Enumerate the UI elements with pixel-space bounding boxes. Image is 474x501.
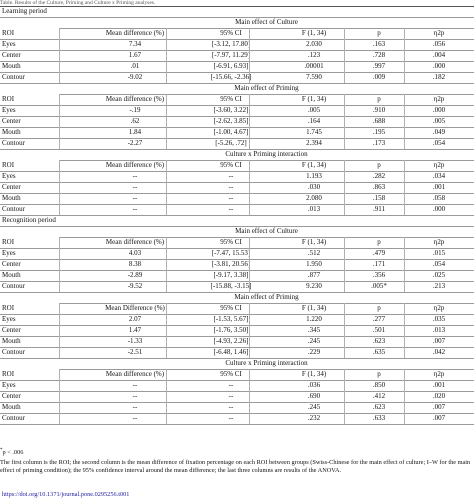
cell-f-value: .232 bbox=[307, 414, 321, 422]
cell-ci: [-6.48, 1.46] bbox=[213, 348, 249, 356]
header-ci: 95% CI bbox=[220, 238, 242, 246]
cell-ci: [-3.12, 17.80] bbox=[211, 40, 251, 48]
block-title: Main effect of Priming bbox=[234, 293, 299, 301]
cell-p-value: .501 bbox=[372, 326, 386, 334]
table-row bbox=[0, 347, 474, 358]
table-header-row bbox=[0, 94, 474, 105]
cell-p-value: .633 bbox=[372, 414, 386, 422]
cell-p-value: .850 bbox=[372, 381, 386, 389]
cell-roi: Center bbox=[2, 183, 21, 191]
header-mean-difference: Mean difference (%) bbox=[105, 370, 165, 378]
cell-roi: Mouth bbox=[2, 128, 21, 136]
block-title-row bbox=[0, 83, 474, 94]
cell-ci: [-1.76, 3.50] bbox=[213, 326, 249, 334]
table-row bbox=[0, 259, 474, 270]
header-p-value: p bbox=[377, 370, 381, 378]
column-divider bbox=[166, 237, 167, 292]
cell-eta-squared: .182 bbox=[432, 73, 446, 81]
column-divider bbox=[59, 94, 60, 149]
cell-f-value: 1.745 bbox=[306, 128, 322, 136]
block-title: Main effect of Culture bbox=[235, 227, 298, 235]
column-divider bbox=[249, 160, 250, 215]
period-label: Learning period bbox=[2, 7, 47, 15]
table-header-row bbox=[0, 303, 474, 314]
cell-eta-squared: .007 bbox=[432, 414, 446, 422]
cell-eta-squared: .015 bbox=[432, 249, 446, 257]
header-f-value: F (1, 34) bbox=[301, 29, 327, 37]
cell-mean-difference: 1.67 bbox=[128, 51, 142, 59]
cell-p-value: .911 bbox=[373, 205, 385, 213]
column-divider bbox=[344, 237, 345, 292]
cell-f-value: 2.030 bbox=[306, 40, 322, 48]
block-title: Culture x Priming interaction bbox=[225, 359, 308, 367]
column-divider bbox=[166, 303, 167, 358]
header-roi: ROI bbox=[2, 161, 15, 169]
table-row bbox=[0, 193, 474, 204]
column-divider bbox=[404, 160, 405, 215]
cell-p-value: .158 bbox=[372, 194, 386, 202]
cell-mean-difference: 7.34 bbox=[128, 40, 142, 48]
header-roi: ROI bbox=[2, 370, 15, 378]
cell-p-value: .282 bbox=[372, 172, 386, 180]
table-row bbox=[0, 391, 474, 402]
cell-mean-difference: 2.07 bbox=[128, 315, 142, 323]
header-eta-squared: η2p bbox=[433, 95, 445, 103]
cell-f-value: .345 bbox=[307, 326, 321, 334]
cell-f-value: .164 bbox=[307, 117, 321, 125]
cell-f-value: .013 bbox=[307, 205, 321, 213]
cell-ci: -- bbox=[228, 381, 234, 389]
cell-f-value: 1.193 bbox=[306, 172, 322, 180]
cell-p-value: .171 bbox=[372, 260, 386, 268]
header-roi: ROI bbox=[2, 95, 15, 103]
cell-roi: Center bbox=[2, 117, 21, 125]
cell-ci: [-1.00, 4.67] bbox=[213, 128, 249, 136]
cell-roi: Eyes bbox=[2, 106, 16, 114]
cell-p-value: .635 bbox=[372, 348, 386, 356]
cell-ci: [-15.66, -2.36] bbox=[210, 73, 252, 81]
cell-p-value: .623 bbox=[372, 403, 386, 411]
cell-roi: Eyes bbox=[2, 381, 16, 389]
cell-roi: Mouth bbox=[2, 62, 21, 70]
table-row bbox=[0, 402, 474, 413]
header-roi: ROI bbox=[2, 29, 15, 37]
cell-eta-squared: .007 bbox=[432, 403, 446, 411]
cell-eta-squared: .013 bbox=[432, 326, 446, 334]
cell-roi: Contour bbox=[2, 348, 25, 356]
cell-ci: -- bbox=[228, 172, 234, 180]
column-divider bbox=[344, 303, 345, 358]
table-row bbox=[0, 204, 474, 215]
cell-eta-squared: .001 bbox=[432, 381, 446, 389]
cell-eta-squared: .035 bbox=[432, 315, 446, 323]
cell-mean-difference: -2.27 bbox=[127, 139, 143, 147]
footnote-significance: *p < .006 bbox=[0, 448, 24, 457]
cell-ci: -- bbox=[228, 183, 234, 191]
table-row bbox=[0, 116, 474, 127]
header-p-value: p bbox=[377, 95, 381, 103]
column-divider bbox=[166, 369, 167, 424]
column-divider bbox=[59, 303, 60, 358]
header-ci: 95% CI bbox=[220, 304, 242, 312]
cell-f-value: .036 bbox=[307, 381, 321, 389]
period-row bbox=[0, 215, 474, 226]
cell-ci: -- bbox=[228, 403, 234, 411]
header-eta-squared: η2p bbox=[433, 238, 445, 246]
cell-eta-squared: .034 bbox=[432, 172, 446, 180]
period-row bbox=[0, 6, 474, 17]
table-row bbox=[0, 50, 474, 61]
cell-f-value: .512 bbox=[307, 249, 321, 257]
cell-eta-squared: .049 bbox=[432, 128, 446, 136]
cell-f-value: .00001 bbox=[304, 62, 324, 70]
cell-ci: -- bbox=[228, 205, 234, 213]
cell-mean-difference: -.19 bbox=[129, 106, 141, 114]
table-row bbox=[0, 182, 474, 193]
cell-f-value: 1.220 bbox=[306, 315, 322, 323]
table-row bbox=[0, 61, 474, 72]
cell-f-value: .123 bbox=[307, 51, 321, 59]
cell-p-value: .997 bbox=[372, 62, 386, 70]
table-header-row bbox=[0, 28, 474, 39]
header-mean-difference: Mean Difference (%) bbox=[105, 304, 165, 312]
cell-mean-difference: -2.89 bbox=[127, 271, 143, 279]
cell-f-value: .690 bbox=[307, 392, 321, 400]
cell-mean-difference: .01 bbox=[130, 62, 140, 70]
table-row bbox=[0, 325, 474, 336]
header-f-value: F (1, 34) bbox=[301, 304, 327, 312]
cell-p-value: .412 bbox=[372, 392, 386, 400]
column-divider bbox=[404, 28, 405, 83]
block-title-row bbox=[0, 149, 474, 160]
cell-f-value: .229 bbox=[307, 348, 321, 356]
header-f-value: F (1, 34) bbox=[301, 95, 327, 103]
cell-ci: [-1.53, 5.67] bbox=[213, 315, 249, 323]
cell-eta-squared: .054 bbox=[432, 139, 446, 147]
cell-p-value: .195 bbox=[372, 128, 386, 136]
header-p-value: p bbox=[377, 238, 381, 246]
row-divider bbox=[0, 424, 474, 425]
cell-mean-difference: -9.02 bbox=[127, 73, 143, 81]
cell-p-value: .005* bbox=[371, 282, 387, 290]
cell-ci: -- bbox=[228, 392, 234, 400]
cell-roi: Eyes bbox=[2, 249, 16, 257]
table-row bbox=[0, 270, 474, 281]
cell-p-value: .356 bbox=[372, 271, 386, 279]
cell-eta-squared: .000 bbox=[432, 62, 446, 70]
cell-p-value: .863 bbox=[372, 183, 386, 191]
cell-mean-difference: -- bbox=[132, 194, 138, 202]
cell-mean-difference: .62 bbox=[130, 117, 140, 125]
cell-f-value: .005 bbox=[307, 106, 321, 114]
table-row bbox=[0, 281, 474, 292]
cell-mean-difference: 1.47 bbox=[128, 326, 142, 334]
cell-f-value: 7.590 bbox=[306, 73, 322, 81]
cell-roi: Mouth bbox=[2, 403, 21, 411]
column-divider bbox=[344, 160, 345, 215]
table-row bbox=[0, 314, 474, 325]
header-ci: 95% CI bbox=[220, 29, 242, 37]
header-eta-squared: η2p bbox=[433, 370, 445, 378]
column-divider bbox=[249, 303, 250, 358]
block-title-row bbox=[0, 358, 474, 369]
cell-f-value: 2.080 bbox=[306, 194, 322, 202]
header-ci: 95% CI bbox=[220, 95, 242, 103]
cell-p-value: .728 bbox=[372, 51, 386, 59]
block-title-row bbox=[0, 17, 474, 28]
header-p-value: p bbox=[377, 161, 381, 169]
header-eta-squared: η2p bbox=[433, 161, 445, 169]
block-title: Culture x Priming interaction bbox=[225, 150, 308, 158]
cell-eta-squared: .056 bbox=[432, 40, 446, 48]
table-row bbox=[0, 39, 474, 50]
cell-mean-difference: -- bbox=[132, 392, 138, 400]
cell-roi: Contour bbox=[2, 414, 25, 422]
cell-roi: Mouth bbox=[2, 271, 21, 279]
cell-eta-squared: .042 bbox=[432, 348, 446, 356]
cell-ci: [-3.81, 20.56] bbox=[211, 260, 251, 268]
column-divider bbox=[404, 94, 405, 149]
cell-f-value: 1.950 bbox=[306, 260, 322, 268]
cell-f-value: .877 bbox=[307, 271, 321, 279]
table-header-row bbox=[0, 160, 474, 171]
cell-roi: Mouth bbox=[2, 337, 21, 345]
table-caption: Table. Results of the Culture, Priming and Culture x Priming analyses. bbox=[0, 0, 156, 6]
table-header-row bbox=[0, 369, 474, 380]
cell-mean-difference: -9.52 bbox=[127, 282, 143, 290]
cell-p-value: .163 bbox=[372, 40, 386, 48]
table-row bbox=[0, 72, 474, 83]
cell-eta-squared: .005 bbox=[432, 117, 446, 125]
cell-roi: Center bbox=[2, 51, 21, 59]
cell-roi: Eyes bbox=[2, 315, 16, 323]
column-divider bbox=[249, 369, 250, 424]
cell-ci: [-15.88, -3.15] bbox=[210, 282, 252, 290]
doi-link[interactable]: https://doi.org/10.1371/journal.pone.0295256.t001 bbox=[2, 491, 130, 498]
table-row bbox=[0, 413, 474, 424]
column-divider bbox=[404, 237, 405, 292]
cell-p-value: .009 bbox=[372, 73, 386, 81]
cell-roi: Center bbox=[2, 260, 21, 268]
header-eta-squared: η2p bbox=[433, 29, 445, 37]
cell-eta-squared: .007 bbox=[432, 337, 446, 345]
cell-roi: Center bbox=[2, 392, 21, 400]
footnote-marker: * bbox=[0, 448, 3, 453]
cell-eta-squared: .058 bbox=[432, 194, 446, 202]
block-title-row bbox=[0, 226, 474, 237]
block-title: Main effect of Priming bbox=[234, 84, 299, 92]
header-eta-squared: η2p bbox=[433, 304, 445, 312]
header-p-value: p bbox=[377, 304, 381, 312]
column-divider bbox=[404, 369, 405, 424]
header-ci: 95% CI bbox=[220, 370, 242, 378]
column-divider bbox=[59, 28, 60, 83]
table-row bbox=[0, 336, 474, 347]
header-mean-difference: Mean difference (%) bbox=[105, 161, 165, 169]
cell-mean-difference: -- bbox=[132, 205, 138, 213]
header-mean-difference: Mean difference (%) bbox=[105, 29, 165, 37]
cell-ci: [-4.93, 2.26] bbox=[213, 337, 249, 345]
column-divider bbox=[404, 303, 405, 358]
cell-f-value: .245 bbox=[307, 403, 321, 411]
cell-mean-difference: 1.84 bbox=[128, 128, 142, 136]
column-divider bbox=[59, 160, 60, 215]
header-ci: 95% CI bbox=[220, 161, 242, 169]
column-divider bbox=[166, 94, 167, 149]
cell-roi: Contour bbox=[2, 139, 25, 147]
table-row bbox=[0, 171, 474, 182]
cell-roi: Contour bbox=[2, 282, 25, 290]
cell-eta-squared: .025 bbox=[432, 271, 446, 279]
cell-ci: [-9.17, 3.38] bbox=[213, 271, 249, 279]
cell-p-value: .910 bbox=[372, 106, 386, 114]
cell-p-value: .277 bbox=[372, 315, 386, 323]
column-divider bbox=[59, 237, 60, 292]
cell-mean-difference: 4.03 bbox=[128, 249, 142, 257]
header-f-value: F (1, 34) bbox=[301, 161, 327, 169]
cell-eta-squared: .001 bbox=[432, 183, 446, 191]
cell-mean-difference: -- bbox=[132, 183, 138, 191]
cell-p-value: .479 bbox=[372, 249, 386, 257]
column-divider bbox=[166, 28, 167, 83]
column-divider bbox=[344, 94, 345, 149]
cell-p-value: .623 bbox=[372, 337, 386, 345]
column-divider bbox=[166, 160, 167, 215]
block-title-row bbox=[0, 292, 474, 303]
column-divider bbox=[249, 94, 250, 149]
header-mean-difference: Mean difference (%) bbox=[105, 238, 165, 246]
period-label: Recognition period bbox=[2, 216, 56, 224]
cell-eta-squared: .000 bbox=[432, 106, 446, 114]
cell-eta-squared: .004 bbox=[432, 51, 446, 59]
header-f-value: F (1, 34) bbox=[301, 238, 327, 246]
header-roi: ROI bbox=[2, 238, 15, 246]
header-roi: ROI bbox=[2, 304, 15, 312]
cell-p-value: .688 bbox=[372, 117, 386, 125]
cell-mean-difference: -- bbox=[132, 381, 138, 389]
cell-roi: Mouth bbox=[2, 194, 21, 202]
table-row bbox=[0, 105, 474, 116]
cell-ci: -- bbox=[228, 414, 234, 422]
cell-mean-difference: -- bbox=[132, 403, 138, 411]
cell-eta-squared: .000 bbox=[432, 205, 446, 213]
cell-mean-difference: 8.38 bbox=[128, 260, 142, 268]
cell-ci: [-7.47, 15.53] bbox=[211, 249, 251, 257]
cell-roi: Contour bbox=[2, 205, 25, 213]
table-row bbox=[0, 248, 474, 259]
cell-ci: [-6.91, 6.93] bbox=[213, 62, 249, 70]
cell-ci: [-2.62, 3.85] bbox=[213, 117, 249, 125]
cell-f-value: .030 bbox=[307, 183, 321, 191]
cell-f-value: 2.394 bbox=[306, 139, 322, 147]
cell-eta-squared: .054 bbox=[432, 260, 446, 268]
header-mean-difference: Mean difference (%) bbox=[105, 95, 165, 103]
table-row bbox=[0, 127, 474, 138]
cell-roi: Eyes bbox=[2, 40, 16, 48]
column-divider bbox=[344, 369, 345, 424]
column-divider bbox=[249, 28, 250, 83]
cell-mean-difference: -2.51 bbox=[127, 348, 143, 356]
cell-ci: [-3.60, 3.22] bbox=[213, 106, 249, 114]
cell-eta-squared: .020 bbox=[432, 392, 446, 400]
table-row bbox=[0, 380, 474, 391]
cell-roi: Eyes bbox=[2, 172, 16, 180]
column-divider bbox=[344, 28, 345, 83]
column-divider bbox=[59, 369, 60, 424]
block-title: Main effect of Culture bbox=[235, 18, 298, 26]
cell-mean-difference: -- bbox=[132, 414, 138, 422]
header-f-value: F (1, 34) bbox=[301, 370, 327, 378]
cell-f-value: .245 bbox=[307, 337, 321, 345]
cell-mean-difference: -- bbox=[132, 172, 138, 180]
cell-ci: [-7.97, 11.29] bbox=[211, 51, 251, 59]
cell-ci: -- bbox=[228, 194, 234, 202]
table-row bbox=[0, 138, 474, 149]
cell-p-value: .173 bbox=[372, 139, 386, 147]
table-header-row bbox=[0, 237, 474, 248]
cell-f-value: 9.230 bbox=[306, 282, 322, 290]
cell-eta-squared: .213 bbox=[432, 282, 446, 290]
column-divider bbox=[249, 237, 250, 292]
cell-roi: Contour bbox=[2, 73, 25, 81]
footnote-description: The first column is the ROI; the second column is the mean difference of fixation percentage on each ROI between groups (Swiss-Chinese for the main effect of culture; I–W for the main effect of priming condition); the 95% confidence interval around the mean difference; the last three columns are results of the ANOVA. bbox=[0, 459, 471, 475]
header-p-value: p bbox=[377, 29, 381, 37]
cell-mean-difference: -1.33 bbox=[127, 337, 143, 345]
cell-roi: Center bbox=[2, 326, 21, 334]
cell-ci: [-5.26, .72] bbox=[215, 139, 247, 147]
